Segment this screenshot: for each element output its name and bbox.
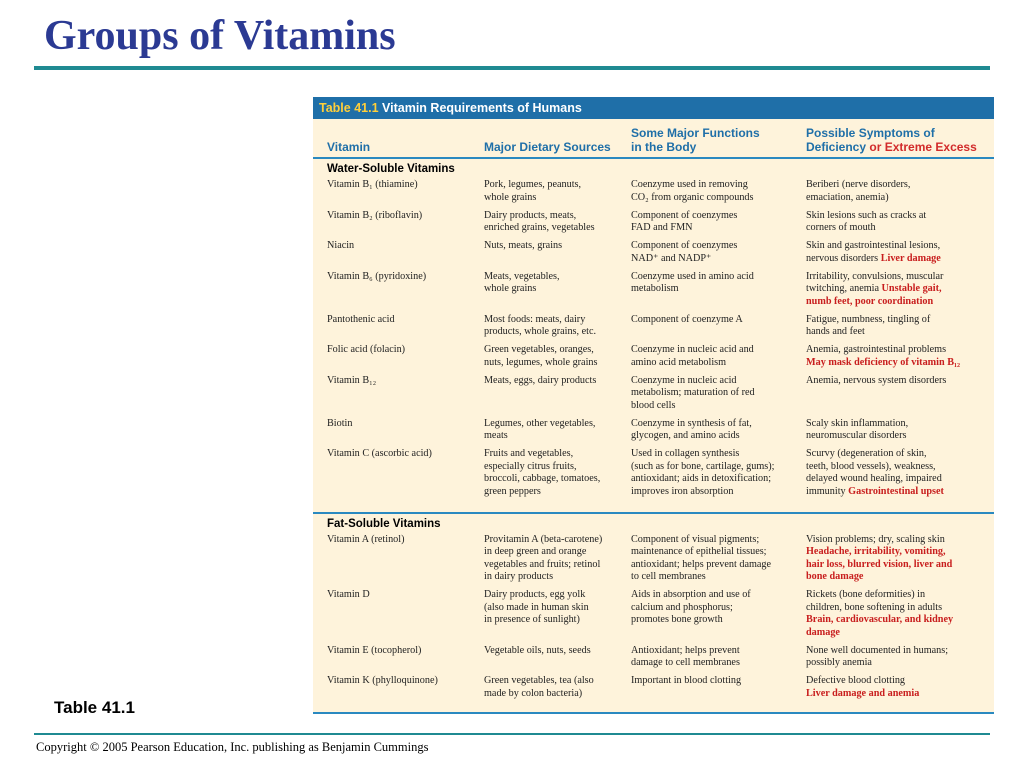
title-divider <box>34 66 990 70</box>
cell-symptoms <box>806 210 991 235</box>
cell-text: teeth, blood vessels), weakness, <box>806 460 936 472</box>
cell-functions <box>631 375 801 413</box>
cell-sources <box>484 314 624 339</box>
cell-text: Fatigue, numbness, tingling of <box>806 313 931 325</box>
cell-text: bone damage <box>806 571 864 582</box>
cell-text: Vitamin C (ascorbic acid) <box>327 448 432 459</box>
cell-text: delayed wound healing, impaired <box>806 473 942 484</box>
cell-text: Vitamin D <box>327 589 370 600</box>
cell-vitamin <box>327 675 477 688</box>
cell-sources <box>484 240 624 253</box>
cell-sources <box>484 375 624 388</box>
cell-text: Provitamin A (beta-carotene) <box>484 533 603 545</box>
cell-text: Skin and gastrointestinal lesions, <box>806 240 941 251</box>
table-row <box>313 344 994 375</box>
cell-vitamin <box>327 418 477 431</box>
cell-functions <box>631 271 801 296</box>
cell-text: Vitamin B₁ (thiamine) <box>327 179 418 190</box>
cell-text: Antioxidant; helps prevent <box>631 644 740 656</box>
table-row <box>313 675 994 706</box>
cell-text: possibly anemia <box>806 657 872 668</box>
footer-divider <box>34 733 990 735</box>
cell-text: in deep green and orange <box>484 546 587 557</box>
cell-text: Vitamin B₂ (riboflavin) <box>327 209 423 221</box>
table-row <box>313 240 994 271</box>
cell-text: to cell membranes <box>631 571 706 582</box>
cell-symptoms <box>806 179 991 204</box>
cell-text: Component of coenzymes <box>631 240 738 251</box>
cell-text: vegetables and fruits; retinol <box>484 558 601 570</box>
table-row <box>313 645 994 676</box>
excess-symptom-text: Liver damage <box>880 252 941 264</box>
table-row <box>313 589 994 645</box>
cell-text: Anemia, gastrointestinal problems <box>806 344 947 355</box>
cell-text: in presence of sunlight) <box>484 614 580 625</box>
col-header-functions <box>631 126 760 154</box>
cell-text: made by colon bacteria) <box>484 687 583 699</box>
cell-text: children, bone softening in adults <box>806 601 943 613</box>
cell-text: (also made in human skin <box>484 601 589 613</box>
cell-text: Pantothenic acid <box>327 313 395 325</box>
cell-sources <box>484 645 624 658</box>
cell-text: Pork, legumes, peanuts, <box>484 179 582 190</box>
cell-text: Component of visual pigments; <box>631 533 760 545</box>
cell-text: hands and feet <box>806 326 865 337</box>
cell-text: Scaly skin inflammation, <box>806 417 909 429</box>
cell-sources <box>484 210 624 235</box>
cell-symptoms <box>806 314 991 339</box>
cell-text: Coenzyme used in removing <box>631 179 748 190</box>
cell-text: Coenzyme in nucleic acid <box>631 374 737 386</box>
cell-text: twitching, anemia Unstable gait, <box>806 283 942 294</box>
col-header-symptoms-line1: Possible Symptoms of <box>806 126 935 140</box>
cell-text: (such as for bone, cartilage, gums); <box>631 460 775 472</box>
cell-functions <box>631 675 801 688</box>
cell-text: Green vegetables, oranges, <box>484 344 594 355</box>
cell-symptoms <box>806 344 991 369</box>
cell-sources <box>484 179 624 204</box>
cell-vitamin <box>327 210 477 223</box>
cell-text: NAD⁺ and NADP⁺ <box>631 252 712 264</box>
cell-sources <box>484 534 624 584</box>
cell-text: antioxidant; helps prevent damage <box>631 558 772 570</box>
cell-text: immunity Gastrointestinal upset <box>806 485 944 497</box>
cell-text: maintenance of epithelial tissues; <box>631 546 767 557</box>
cell-text: metabolism <box>631 283 679 294</box>
cell-text: Headache, irritability, vomiting, <box>806 546 946 557</box>
cell-text: emaciation, anemia) <box>806 191 889 203</box>
table-caption: Table 41.1 <box>54 698 135 717</box>
cell-text: Irritability, convulsions, muscular <box>806 270 944 282</box>
cell-text: Skin lesions such as cracks at <box>806 209 927 221</box>
table-row <box>313 534 994 590</box>
cell-text: Coenzyme in synthesis of fat, <box>631 417 752 429</box>
cell-functions <box>631 589 801 627</box>
cell-text: broccoli, cabbage, tomatoes, <box>484 473 601 484</box>
cell-text: hair loss, blurred vision, liver and <box>806 558 953 570</box>
cell-text: Defective blood clotting <box>806 675 906 686</box>
cell-text: improves iron absorption <box>631 485 734 497</box>
cell-functions <box>631 210 801 235</box>
cell-functions <box>631 534 801 584</box>
excess-symptom-text: Gastrointestinal upset <box>848 485 944 497</box>
table-row <box>313 418 994 449</box>
cell-vitamin <box>327 240 477 253</box>
cell-text: Dairy products, meats, <box>484 209 577 221</box>
col-header-excess: or Extreme Excess <box>869 140 977 154</box>
col-header-sources: Major Dietary Sources <box>484 140 611 154</box>
cell-text: amino acid metabolism <box>631 356 727 368</box>
cell-text: Vitamin B₁₂ <box>327 374 377 386</box>
table-row <box>313 448 994 504</box>
cell-text: neuromuscular disorders <box>806 430 907 441</box>
cell-functions <box>631 645 801 670</box>
cell-text: Meats, eggs, dairy products <box>484 374 597 386</box>
cell-vitamin <box>327 534 477 547</box>
cell-text: calcium and phosphorus; <box>631 601 733 613</box>
cell-text: Meats, vegetables, <box>484 270 560 282</box>
col-header-symptoms-line2: Deficiency <box>806 140 867 154</box>
cell-symptoms <box>806 534 991 584</box>
cell-sources <box>484 271 624 296</box>
cell-sources <box>484 675 624 700</box>
cell-text: Nuts, meats, grains <box>484 240 563 251</box>
cell-text: blood cells <box>631 399 676 411</box>
cell-text: None well documented in humans; <box>806 644 949 656</box>
cell-sources <box>484 589 624 627</box>
cell-symptoms <box>806 375 991 388</box>
table-row <box>313 271 994 314</box>
cell-text: antioxidant; aids in detoxification; <box>631 473 772 484</box>
cell-functions <box>631 418 801 443</box>
cell-text: damage to cell membranes <box>631 657 740 668</box>
cell-text: Aids in absorption and use of <box>631 589 751 600</box>
cell-text: glycogen, and amino acids <box>631 430 740 441</box>
cell-text: Niacin <box>327 240 355 251</box>
cell-symptoms <box>806 240 991 265</box>
cell-functions <box>631 344 801 369</box>
cell-text: Legumes, other vegetables, <box>484 417 596 429</box>
cell-text: in dairy products <box>484 571 554 582</box>
cell-symptoms <box>806 645 991 670</box>
cell-functions <box>631 179 801 204</box>
col-header-functions-line2: in the Body <box>631 140 697 154</box>
cell-text: Scurvy (degeneration of skin, <box>806 448 927 459</box>
table-title-bar <box>313 97 994 119</box>
cell-vitamin <box>327 448 477 461</box>
cell-text: Vitamin B₆ (pyridoxine) <box>327 270 427 282</box>
cell-text: products, whole grains, etc. <box>484 326 597 337</box>
cell-functions <box>631 240 801 265</box>
cell-text: May mask deficiency of vitamin B₁₂ <box>806 356 961 368</box>
page-title: Groups of Vitamins <box>44 13 396 59</box>
cell-text: corners of mouth <box>806 222 876 233</box>
cell-text: green peppers <box>484 485 541 497</box>
cell-text: Green vegetables, tea (also <box>484 675 594 686</box>
cell-text: Vision problems; dry, scaling skin <box>806 533 945 545</box>
cell-vitamin <box>327 179 477 192</box>
cell-symptoms <box>806 589 991 639</box>
water-soluble-rows <box>313 179 994 504</box>
cell-functions <box>631 314 801 327</box>
table-bottom-border <box>313 712 994 714</box>
cell-text: nervous disorders Liver damage <box>806 252 941 264</box>
cell-text: Used in collagen synthesis <box>631 448 740 459</box>
cell-symptoms <box>806 418 991 443</box>
table-row <box>313 179 994 210</box>
vitamin-table <box>313 97 994 714</box>
cell-text: meats <box>484 430 508 441</box>
cell-text: Component of coenzyme A <box>631 313 743 325</box>
cell-text: Important in blood clotting <box>631 675 742 686</box>
copyright-text: Copyright © 2005 Pearson Education, Inc. publishing as Benjamin Cummings <box>36 740 429 754</box>
cell-text: Rickets (bone deformities) in <box>806 589 926 600</box>
cell-functions <box>631 448 801 498</box>
cell-text: whole grains <box>484 191 537 203</box>
cell-vitamin <box>327 645 477 658</box>
section-title-water-soluble: Water-Soluble Vitamins <box>327 163 455 175</box>
cell-text: Most foods: meats, dairy <box>484 313 586 325</box>
cell-text: enriched grains, vegetables <box>484 222 595 233</box>
cell-text: numb feet, poor coordination <box>806 295 934 307</box>
cell-text: Beriberi (nerve disorders, <box>806 179 911 190</box>
cell-text: Component of coenzymes <box>631 209 738 221</box>
table-row <box>313 210 994 241</box>
table-row <box>313 375 994 418</box>
cell-text: Coenzyme used in amino acid <box>631 270 754 282</box>
section-title-fat-soluble: Fat-Soluble Vitamins <box>327 517 441 530</box>
cell-text: especially citrus fruits, <box>484 460 577 472</box>
cell-text: Anemia, nervous system disorders <box>806 374 947 386</box>
col-header-symptoms <box>806 126 977 154</box>
cell-text: Brain, cardiovascular, and kidney <box>806 614 954 625</box>
table-row <box>313 314 994 345</box>
table-title: Vitamin Requirements of Humans <box>382 101 582 115</box>
cell-sources <box>484 448 624 498</box>
cell-vitamin <box>327 314 477 327</box>
cell-text: Vegetable oils, nuts, seeds <box>484 644 591 656</box>
cell-text: metabolism; maturation of red <box>631 387 755 398</box>
cell-text: Vitamin K (phylloquinone) <box>327 675 438 686</box>
cell-text: Vitamin E (tocopherol) <box>327 644 422 656</box>
cell-text: promotes bone growth <box>631 614 723 625</box>
cell-text: FAD and FMN <box>631 222 693 233</box>
cell-text: damage <box>806 626 840 638</box>
cell-text: Folic acid (folacin) <box>327 344 406 355</box>
cell-symptoms <box>806 271 991 309</box>
cell-text: Liver damage and anemia <box>806 687 920 699</box>
cell-text: Biotin <box>327 417 353 429</box>
cell-sources <box>484 418 624 443</box>
cell-vitamin <box>327 375 477 388</box>
cell-vitamin <box>327 344 477 357</box>
cell-text: Vitamin A (retinol) <box>327 533 405 545</box>
cell-sources <box>484 344 624 369</box>
cell-text: Dairy products, egg yolk <box>484 589 586 600</box>
fat-soluble-rows <box>313 534 994 706</box>
table-label: Table 41.1 <box>319 101 379 115</box>
cell-vitamin <box>327 271 477 284</box>
col-header-functions-line1: Some Major Functions <box>631 126 760 140</box>
column-headers <box>313 119 994 159</box>
excess-symptom-text: Unstable gait, <box>881 283 942 294</box>
cell-text: CO₂ from organic compounds <box>631 191 754 203</box>
cell-symptoms <box>806 448 991 498</box>
cell-text: Coenzyme in nucleic acid and <box>631 344 754 355</box>
cell-vitamin <box>327 589 477 602</box>
cell-symptoms <box>806 675 991 700</box>
cell-text: Fruits and vegetables, <box>484 448 574 459</box>
cell-text: nuts, legumes, whole grains <box>484 356 598 368</box>
col-header-vitamin: Vitamin <box>327 140 371 154</box>
cell-text: whole grains <box>484 283 537 294</box>
